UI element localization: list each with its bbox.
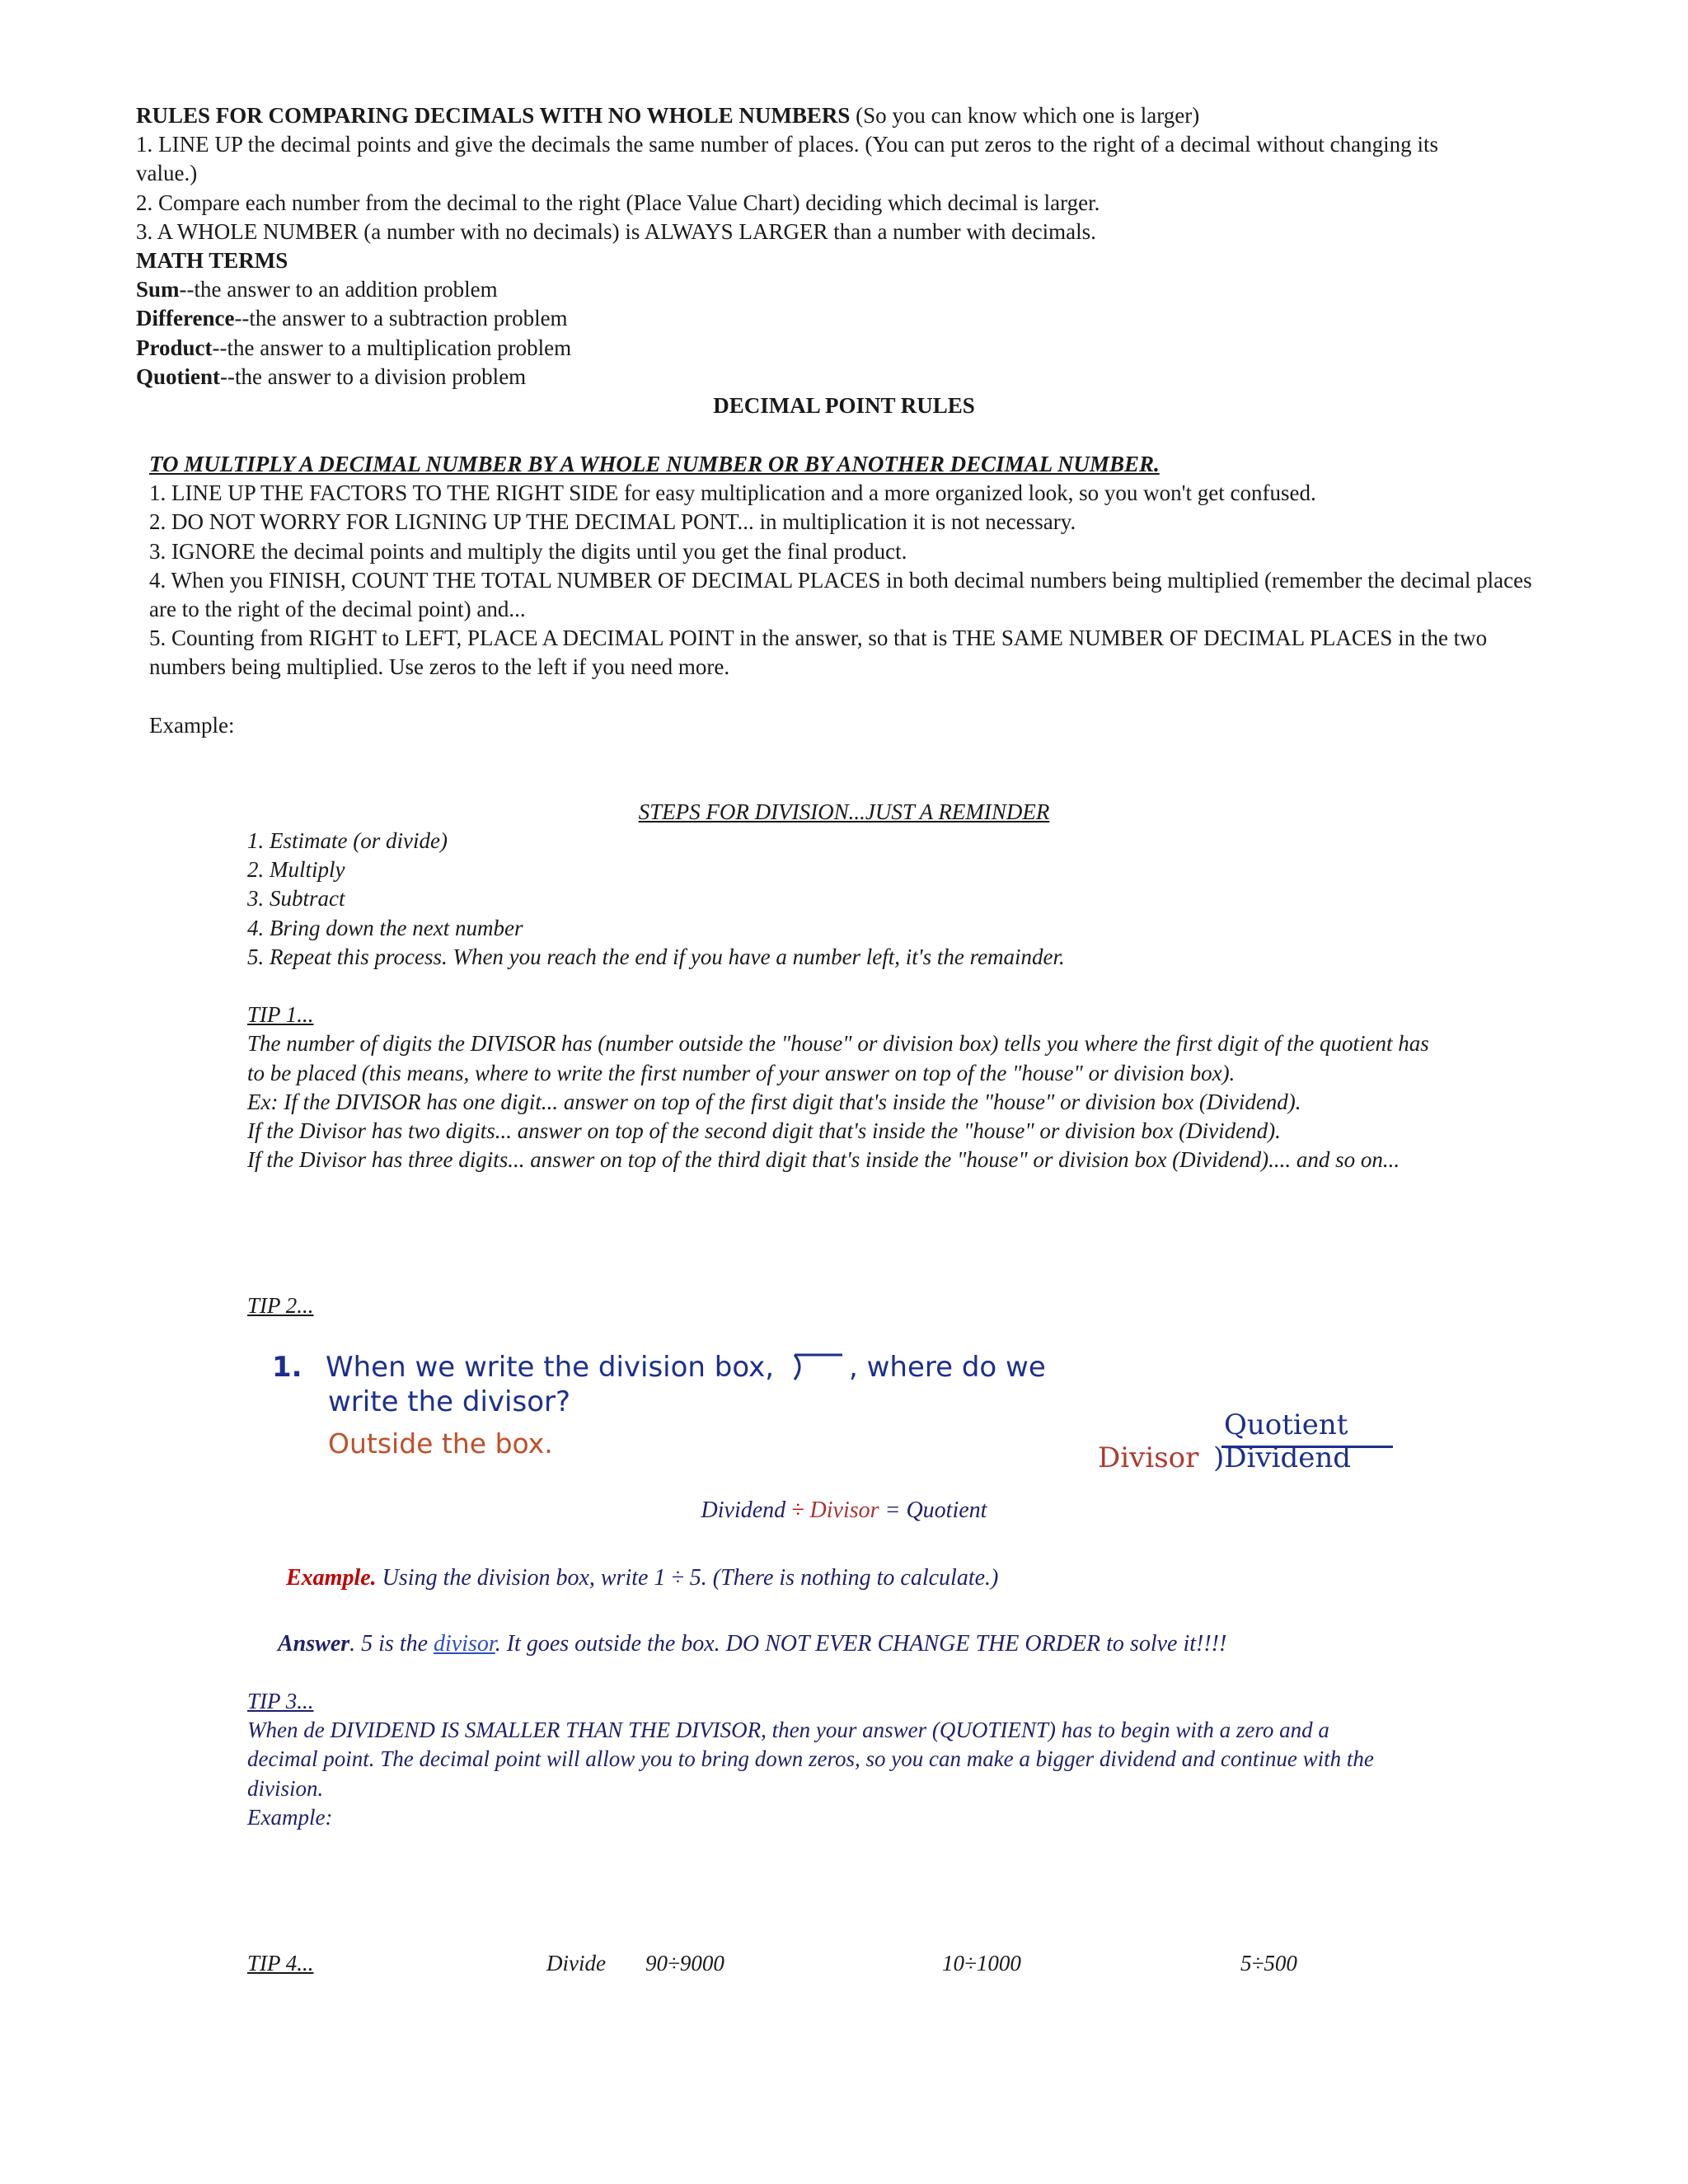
- comparing-heading-note: (So you can know which one is larger): [850, 103, 1200, 128]
- tip4-problem-2: 10÷1000: [942, 1951, 1021, 1975]
- multiply-section: [149, 450, 1542, 740]
- eq-quotient: Quotient: [906, 1497, 987, 1523]
- multiply-step-1: 1. LINE UP THE FACTORS TO THE RIGHT SIDE for easy multiplication and a more organized look, so you won't get confused.: [149, 480, 1316, 506]
- multiply-example-label: Example:: [149, 712, 235, 738]
- tip2-example-text: Using the division box, write 1 ÷ 5. (There is nothing to calculate.): [376, 1565, 999, 1591]
- tip4-problem-3: 5÷500: [1240, 1951, 1297, 1975]
- divisor-link[interactable]: divisor: [434, 1631, 495, 1657]
- tip2-example-label: Example.: [286, 1565, 377, 1591]
- question-answer: Outside the box.: [328, 1427, 553, 1460]
- multiply-heading: TO MULTIPLY A DECIMAL NUMBER BY A WHOLE NUMBER OR BY ANOTHER DECIMAL NUMBER.: [149, 452, 1160, 476]
- comparing-rule-3: 3. A WHOLE NUMBER (a number with no decimals) is ALWAYS LARGER than a number with decimals.: [136, 218, 1096, 244]
- tip2-answer-label: Answer: [278, 1631, 350, 1657]
- eq-divisor: Divisor: [809, 1497, 879, 1523]
- question-text-c: write the divisor?: [328, 1385, 571, 1418]
- eq-divide-sign: ÷: [785, 1497, 810, 1523]
- comparing-heading-line: [136, 101, 1438, 130]
- division-step-5: 5. Repeat this process. When you reach the end if you have a number left, it's the remainder.: [247, 944, 1065, 969]
- term-name: Quotient: [136, 363, 221, 389]
- math-terms-heading: MATH TERMS: [136, 248, 288, 274]
- tip4-row: [247, 1949, 1484, 1979]
- division-steps: [247, 827, 1484, 1174]
- term-sum: [136, 275, 1438, 304]
- term-def: --the answer to an addition problem: [179, 277, 498, 302]
- decimal-rules-heading: DECIMAL POINT RULES: [713, 393, 975, 418]
- tip2-answer-text-a: . 5 is the: [349, 1631, 434, 1657]
- tip1-line-4: If the Divisor has three digits... answer on top of the third digit that's inside the "house" or division box (Dividend).... and so on...: [247, 1147, 1400, 1173]
- comparing-rule-1: 1. LINE UP the decimal points and give the decimals the same number of places. (You can put zeros to the right of a decimal without changing its value.): [136, 132, 1438, 186]
- question-text-b: , where do we: [849, 1351, 1046, 1384]
- term-name: Product: [136, 335, 213, 360]
- eq-dividend: Dividend: [701, 1497, 786, 1523]
- term-product: [136, 334, 1438, 363]
- term-def: --the answer to a division problem: [220, 363, 527, 389]
- tip3-example-label: Example:: [247, 1804, 333, 1830]
- tip2-answer: [278, 1629, 1226, 1658]
- tip2-title: TIP 2...: [247, 1293, 314, 1318]
- tip3-text: When de DIVIDEND IS SMALLER THAN THE DIVISOR, then your answer (QUOTIENT) has to begin with a zero and a decimal point. The decimal point will allow you to bring down zeros, so you can make a bigger dividend and continue with the division.: [247, 1718, 1374, 1801]
- question-number: 1.: [272, 1351, 302, 1384]
- term-def: --the answer to a multiplication problem: [212, 335, 572, 360]
- tip1-line-3: If the Divisor has two digits... answer on top of the second digit that's inside the "house" or division box (Dividend).: [247, 1118, 1281, 1144]
- comparing-rule-2: 2. Compare each number from the decimal to the right (Place Value Chart) deciding which decimal is larger.: [136, 190, 1100, 215]
- diagram-division-bar: [1221, 1446, 1393, 1448]
- question-text-a: When we write the division box,: [326, 1351, 775, 1384]
- diagram-quotient: Quotient: [1224, 1408, 1348, 1441]
- multiply-step-3: 3. IGNORE the decimal points and multiply the digits until you get the final product.: [149, 538, 907, 564]
- tip4-problem-1: 90÷9000: [645, 1951, 724, 1975]
- term-name: Sum: [136, 277, 180, 302]
- tip2-answer-text-b: . It goes outside the box. DO NOT EVER CHANGE THE ORDER to solve it!!!!: [495, 1631, 1227, 1657]
- term-difference: [136, 304, 1438, 333]
- division-box-icon: [791, 1352, 844, 1381]
- term-name: Difference: [136, 306, 235, 331]
- term-quotient: [136, 363, 1438, 391]
- division-step-4: 4. Bring down the next number: [247, 915, 523, 940]
- tip1-title: TIP 1...: [247, 1002, 314, 1028]
- division-step-1: 1. Estimate (or divide): [247, 828, 448, 853]
- tip4-divide-label: Divide: [546, 1951, 606, 1975]
- tip3-title: TIP 3...: [247, 1689, 314, 1713]
- division-equation: [0, 1496, 1688, 1525]
- division-box-illustration: [264, 1343, 1401, 1483]
- tip2-example: [286, 1563, 998, 1592]
- tip1-line-1: The number of digits the DIVISOR has (number outside the "house" or division box) tells you where the first digit of the quotient has to be placed (this means, where to write the first number of your answer on top of the "house" or division box).: [247, 1031, 1429, 1085]
- comparing-heading: RULES FOR COMPARING DECIMALS WITH NO WHOLE NUMBERS: [136, 103, 851, 128]
- tip3-section: [247, 1687, 1401, 1832]
- tip4-title: TIP 4...: [247, 1951, 314, 1975]
- multiply-step-2: 2. DO NOT WORRY FOR LIGNING UP THE DECIMAL PONT... in multiplication it is not necessary.: [149, 509, 1076, 535]
- comparing-section: [136, 101, 1438, 391]
- eq-equals: =: [879, 1497, 907, 1523]
- division-heading: STEPS FOR DIVISION...JUST A REMINDER: [638, 799, 1050, 824]
- division-step-2: 2. Multiply: [247, 857, 345, 883]
- division-step-3: 3. Subtract: [247, 886, 345, 912]
- diagram-divisor: Divisor: [1098, 1441, 1199, 1474]
- tip1-line-2: Ex: If the DIVISOR has one digit... answer on top of the first digit that's inside the "house" or division box (Dividend).: [247, 1089, 1301, 1114]
- multiply-step-4: 4. When you FINISH, COUNT THE TOTAL NUMBER OF DECIMAL PLACES in both decimal numbers being multiplied (remember the decimal places are to the right of the decimal point) and...: [149, 567, 1532, 622]
- multiply-step-5: 5. Counting from RIGHT to LEFT, PLACE A DECIMAL POINT in the answer, so that is THE SAME NUMBER OF DECIMAL PLACES in the two numbers being multiplied. Use zeros to the left if you need more.: [149, 626, 1488, 680]
- term-def: --the answer to a subtraction problem: [234, 306, 568, 331]
- diagram-dividend: )Dividend: [1213, 1441, 1352, 1474]
